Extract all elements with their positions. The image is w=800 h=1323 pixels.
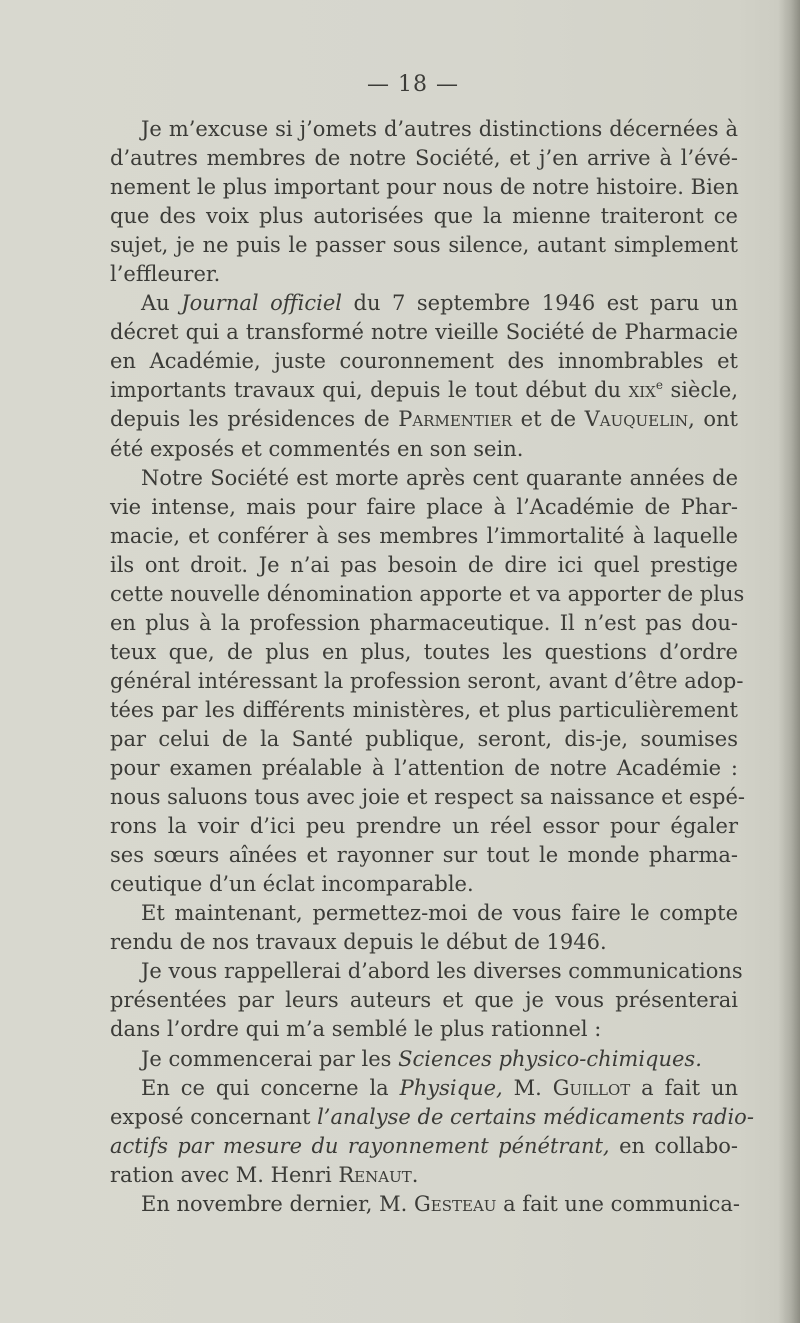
text-line — [110, 986, 738, 1015]
text-run: général intéressant la profession seront, avant d’être adop- — [110, 668, 744, 693]
page-number: — 18 — — [367, 72, 459, 97]
text-line — [110, 957, 743, 986]
text-run: été exposés et commentés en son sein. — [110, 436, 524, 461]
text-run: importants travaux qui, depuis le tout début du — [110, 378, 629, 403]
text-run: dans l’ordre qui m’a semblé le plus rationnel : — [110, 1017, 602, 1042]
text-line — [110, 318, 738, 347]
text-run: siècle, — [662, 378, 738, 403]
text-line — [110, 812, 738, 841]
text-line — [110, 725, 738, 754]
text-run: Et maintenant, permettez-moi de vous faire le compte — [141, 901, 738, 926]
text-run: en plus à la profession pharmaceutique. Il n’est pas dou- — [110, 610, 738, 635]
text-run: , ont — [688, 407, 738, 432]
body-text — [110, 115, 754, 1219]
text-run: Au — [141, 291, 182, 316]
text-run: exposé concernant — [110, 1104, 318, 1129]
text-line — [110, 638, 738, 667]
text-line — [110, 1161, 738, 1190]
text-run: macie, et conférer à ses membres l’immortalité à laquelle — [110, 523, 738, 548]
text-line — [110, 493, 738, 522]
text-line — [110, 551, 738, 580]
text-line — [110, 464, 738, 493]
text-line — [110, 870, 738, 899]
small-caps-name: Renaut — [338, 1162, 412, 1187]
page-edge-shadow — [778, 0, 800, 1323]
text-run: Notre Société est morte après cent quarante années de — [141, 465, 738, 490]
italic-text: actifs par mesure du rayonnement pénétrant, — [110, 1133, 610, 1158]
italic-text: Journal officiel — [181, 291, 342, 316]
text-line — [110, 1045, 738, 1074]
text-run: nement le plus important pour nous de notre histoire. Bien — [110, 175, 739, 200]
text-run: et de — [512, 407, 585, 432]
text-run: que des voix plus autorisées que la mienne traiteront ce — [110, 204, 738, 229]
text-run: d’autres membres de notre Société, et j’en arrive à l’évé- — [110, 146, 738, 171]
text-run: Je vous rappellerai d’abord les diverses communications — [141, 959, 743, 984]
small-caps-name: Gesteau — [414, 1191, 497, 1216]
text-line — [110, 1074, 738, 1103]
text-line — [110, 435, 738, 464]
italic-text: Sciences physico-chimiques. — [398, 1046, 702, 1071]
small-caps-name: xix — [628, 378, 656, 403]
text-run: sujet, je ne puis le passer sous silence, autant simplement — [110, 233, 738, 258]
text-line — [110, 347, 738, 376]
superscript: e — [655, 378, 663, 393]
text-line — [110, 405, 738, 434]
text-run: cette nouvelle dénomination apporte et va apporter de plus — [110, 581, 745, 606]
text-run: l’effleurer. — [110, 262, 221, 287]
text-run: nous saluons tous avec joie et respect sa naissance et espé- — [110, 785, 746, 810]
text-line — [110, 928, 738, 957]
text-run: ration avec M. Henri — [110, 1162, 339, 1187]
text-run: rendu de nos travaux depuis le début de 1946. — [110, 930, 607, 955]
text-run: en Académie, juste couronnement des innombrables et — [110, 349, 738, 374]
text-line — [110, 202, 738, 231]
text-line — [110, 1132, 738, 1161]
text-run: ceutique d’un éclat incomparable. — [110, 872, 474, 897]
text-line — [110, 1015, 738, 1044]
text-line — [110, 115, 738, 144]
text-line — [110, 841, 738, 870]
small-caps-name: Vauquelin — [584, 407, 689, 432]
text-line — [110, 289, 738, 318]
text-line — [110, 1190, 738, 1219]
italic-text: Physique, — [399, 1075, 503, 1100]
text-line — [110, 783, 746, 812]
text-run: depuis les présidences de — [110, 407, 399, 432]
text-run: présentées par leurs auteurs et que je vous présenterai — [110, 988, 738, 1013]
text-run: a fait un — [630, 1075, 739, 1100]
text-line — [110, 609, 738, 638]
text-run: tées par les différents ministères, et plus particulièrement — [110, 697, 738, 722]
text-line — [110, 696, 738, 725]
text-run: teux que, de plus en plus, toutes les questions d’ordre — [110, 639, 738, 664]
text-run: . — [411, 1162, 419, 1187]
text-run: a fait une communica- — [496, 1191, 740, 1216]
text-run: Je commencerai par les — [141, 1046, 399, 1071]
text-line — [110, 1103, 754, 1132]
text-run: par celui de la Santé publique, seront, dis-je, soumises — [110, 726, 738, 751]
text-run: ses sœurs aînées et rayonner sur tout le monde pharma- — [110, 843, 738, 868]
text-run: rons la voir d’ici peu prendre un réel essor pour égaler — [110, 814, 738, 839]
text-line — [110, 231, 738, 260]
text-run: décret qui a transformé notre vieille Société de Pharmacie — [110, 320, 738, 345]
text-run: ils ont droit. Je n’ai pas besoin de dire ici quel prestige — [110, 552, 738, 577]
text-run: En ce qui concerne la — [141, 1075, 400, 1100]
small-caps-name: Guillot — [552, 1075, 631, 1100]
text-line — [110, 144, 738, 173]
text-line — [110, 173, 738, 202]
small-caps-name: Parmentier — [398, 407, 513, 432]
text-line — [110, 580, 745, 609]
text-run: vie intense, mais pour faire place à l’Académie de Phar- — [110, 494, 738, 519]
text-run: En novembre dernier, M. — [141, 1191, 414, 1216]
text-line — [110, 667, 744, 696]
text-line — [110, 754, 738, 783]
text-run: pour examen préalable à l’attention de notre Académie : — [110, 756, 738, 781]
text-run: du 7 septembre 1946 est paru un — [342, 291, 738, 316]
text-run: en collabo- — [609, 1133, 739, 1158]
text-line — [110, 376, 738, 405]
text-run: Je m’excuse si j’omets d’autres distinctions décernées à — [141, 117, 738, 141]
text-line — [110, 522, 738, 551]
text-run: M. — [502, 1075, 553, 1100]
italic-text: l’analyse de certains médicaments radio- — [317, 1104, 754, 1129]
text-line — [110, 260, 738, 289]
text-line — [110, 899, 738, 928]
